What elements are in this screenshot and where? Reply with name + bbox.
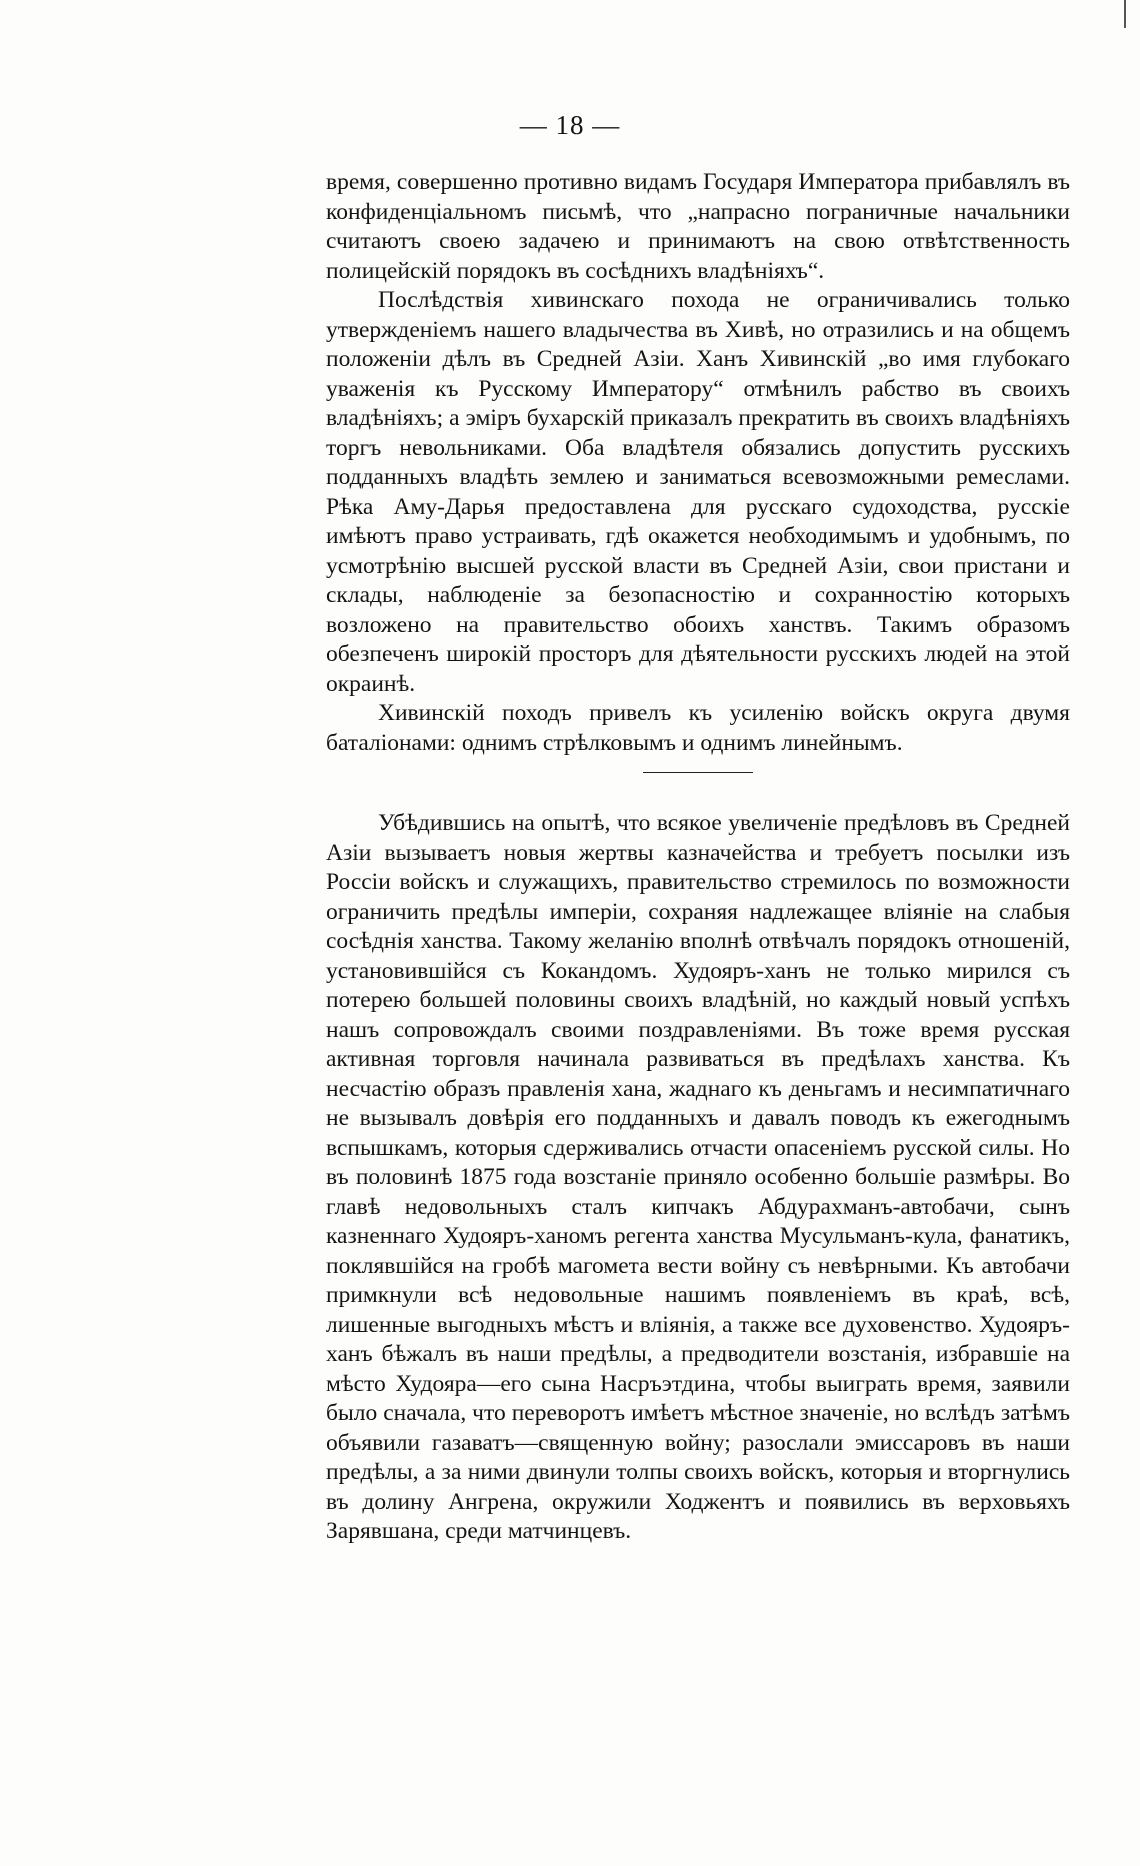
- page-number: — 18 —: [519, 110, 621, 140]
- paragraph-khiva-consequences: Послѣдствія хивинскаго похода не ограничивались только утвержденіемъ нашего владычества въ Хивѣ, но отразились и на общемъ положеніи дѣлъ въ Средней Азіи. Ханъ Хивинскій „во имя глубокаго уваженія къ Русскому Императору“ отмѣнилъ рабство въ своихъ владѣніяхъ; а эміръ бухарскій приказалъ прекратить въ своихъ владѣніяхъ торгъ невольниками. Оба владѣтеля обязались допустить русскихъ подданныхъ владѣть землею и заниматься всевозможными ремеслами. Рѣка Аму-Дарья предоставлена для русскаго судоходства, русскіе имѣютъ право устраивать, гдѣ окажется необходимымъ и удобнымъ, по усмотрѣнію высшей русской власти въ Средней Азіи, свои пристани и склады, наблюденіе за безопасностію и сохранностію которыхъ возложено на правительство обоихъ ханствъ. Такимъ образомъ обезпеченъ широкій просторъ для дѣятельности русскихъ людей на этой окраинѣ.: [326, 287, 1070, 697]
- paragraph-continuation: время, совершенно противно видамъ Государя Императора прибавлялъ въ конфиденціальномъ письмѣ, что „напрасно пограничные начальники считаютъ своею задачею и принимаютъ на свою отвѣтственность полицейскій порядокъ въ сосѣднихъ владѣніяхъ“.: [326, 169, 1070, 284]
- paragraph-kokand-uprising: Убѣдившись на опытѣ, что всякое увеличеніе предѣловъ въ Средней Азіи вызываетъ новыя жертвы казначейства и требуетъ посылки изъ Россіи войскъ и служащихъ, правительство стремилось по возможности ограничить предѣлы имперіи, сохраняя надлежащее вліяніе на слабыя сосѣднія ханства. Такому желанію вполнѣ отвѣчалъ порядокъ отношеній, установившійся съ Кокандомъ. Худояръ-ханъ не только мирился съ потерею большей половины своихъ владѣній, но каждый новый успѣхъ нашъ сопровождалъ своими поздравленіями. Въ тоже время русская активная торговля начинала развиваться въ предѣлахъ ханства. Къ несчастію образъ правленія хана, жаднаго къ деньгамъ и несимпатичнаго не вызывалъ довѣрія его подданныхъ и давалъ поводъ къ ежегоднымъ вспышкамъ, которыя сдерживались отчасти опасеніемъ русской силы. Но въ половинѣ 1875 года возстаніе приняло особенно большіе размѣры. Во главѣ недовольныхъ сталъ кипчакъ Абдурахманъ-автобачи, сынъ казненнаго Худояръ-ханомъ регента ханства Мусульманъ-кула, фанатикъ, поклявшійся на гробѣ магомета вести войну съ невѣрными. Къ автобачи примкнули всѣ недовольные нашимъ появленіемъ въ краѣ, всѣ, лишенные выгодныхъ мѣстъ и вліянія, а также все духовенство. Худояръ-ханъ бѣжалъ въ наши предѣлы, а предводители возстанія, избравшіе на мѣсто Худояра—его сына Насръэтдина, чтобы выиграть время, заявили было сначала, что переворотъ имѣетъ мѣстное значеніе, но вслѣдъ затѣмъ объявили газаватъ—священную войну; разослали эмиссаровъ въ наши предѣлы, а за ними двинули толпы своихъ войскъ, которыя и вторгнулись въ долину Ангрена, окружили Ходжентъ и появились въ верховьяхъ Зарявшана, среди матчинцевъ.: [326, 810, 1070, 1544]
- scan-edge-mark: [1124, 0, 1126, 28]
- section-divider: [643, 772, 753, 773]
- paragraph-troop-reinforcement: Хивинскій походъ привелъ къ усиленію войскъ округа двумя баталіонами: однимъ стрѣлковымъ и однимъ линейнымъ.: [326, 700, 1070, 756]
- text-column: [326, 168, 1070, 1547]
